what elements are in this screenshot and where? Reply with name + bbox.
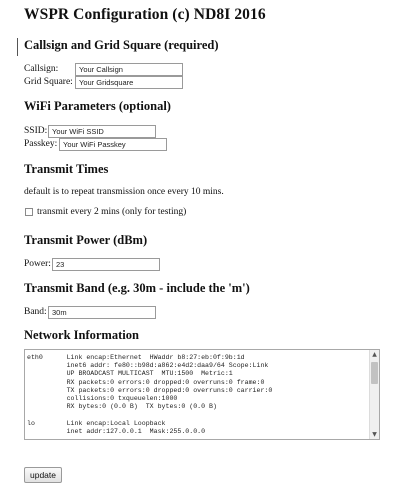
section-divider	[17, 38, 18, 56]
callsign-section-heading: Callsign and Grid Square (required)	[24, 38, 219, 52]
ssid-label: SSID:	[24, 126, 48, 136]
ssid-input[interactable]: Your WiFi SSID	[48, 125, 156, 138]
band-label: Band:	[24, 307, 47, 317]
update-button[interactable]: update	[24, 467, 62, 483]
transmit-times-description: default is to repeat transmission once every 10 mins.	[24, 187, 224, 197]
page-title: WSPR Configuration (c) ND8I 2016	[24, 6, 266, 23]
transmit-times-heading: Transmit Times	[24, 162, 109, 176]
wifi-section-heading: WiFi Parameters (optional)	[24, 99, 171, 113]
scroll-down-arrow-icon[interactable]: ▼	[372, 431, 377, 438]
power-input[interactable]: 23	[52, 258, 160, 271]
transmit-every-2-mins-checkbox[interactable]	[25, 208, 33, 216]
grid-square-label: Grid Square:	[24, 77, 73, 87]
scroll-up-arrow-icon[interactable]: ▲	[372, 351, 377, 358]
band-input[interactable]: 30m	[48, 306, 156, 319]
grid-square-input[interactable]: Your Gridsquare	[75, 76, 183, 89]
transmit-every-2-mins-label[interactable]: transmit every 2 mins (only for testing)	[37, 207, 187, 217]
transmit-band-heading: Transmit Band (e.g. 30m - include the 'm')	[24, 281, 250, 295]
passkey-label: Passkey:	[24, 139, 58, 149]
callsign-input[interactable]: Your Callsign	[75, 63, 183, 76]
callsign-label: Callsign:	[24, 64, 59, 74]
power-label: Power:	[24, 259, 51, 269]
network-info-text: eth0 Link encap:Ethernet HWaddr b8:27:eb:0f:9b:1d inet6 addr: fe80::b98d:a862:e4d2:daa9/64 Scope:Link UP BROADCAST MULTICAST MTU:1500 Metric:1 RX packets:0 errors:0 dropped:0 overruns:0 frame:0 TX packets:0 errors:0 dropped:0 overruns:0 carrier:0 collisions:0 txqueuelen:1000 RX bytes:0 (0.0 B) TX bytes:0 (0.0 B) lo Link encap:Local Loopback inet addr:127.0.0.1 Mask:255.0.0.0	[27, 354, 273, 435]
network-info-scrollbar[interactable]	[369, 350, 379, 439]
passkey-input[interactable]: Your WiFi Passkey	[59, 138, 167, 151]
network-info-textarea[interactable]	[24, 349, 380, 440]
network-info-heading: Network Information	[24, 328, 139, 342]
transmit-power-heading: Transmit Power (dBm)	[24, 233, 148, 247]
scroll-thumb[interactable]	[371, 362, 378, 384]
